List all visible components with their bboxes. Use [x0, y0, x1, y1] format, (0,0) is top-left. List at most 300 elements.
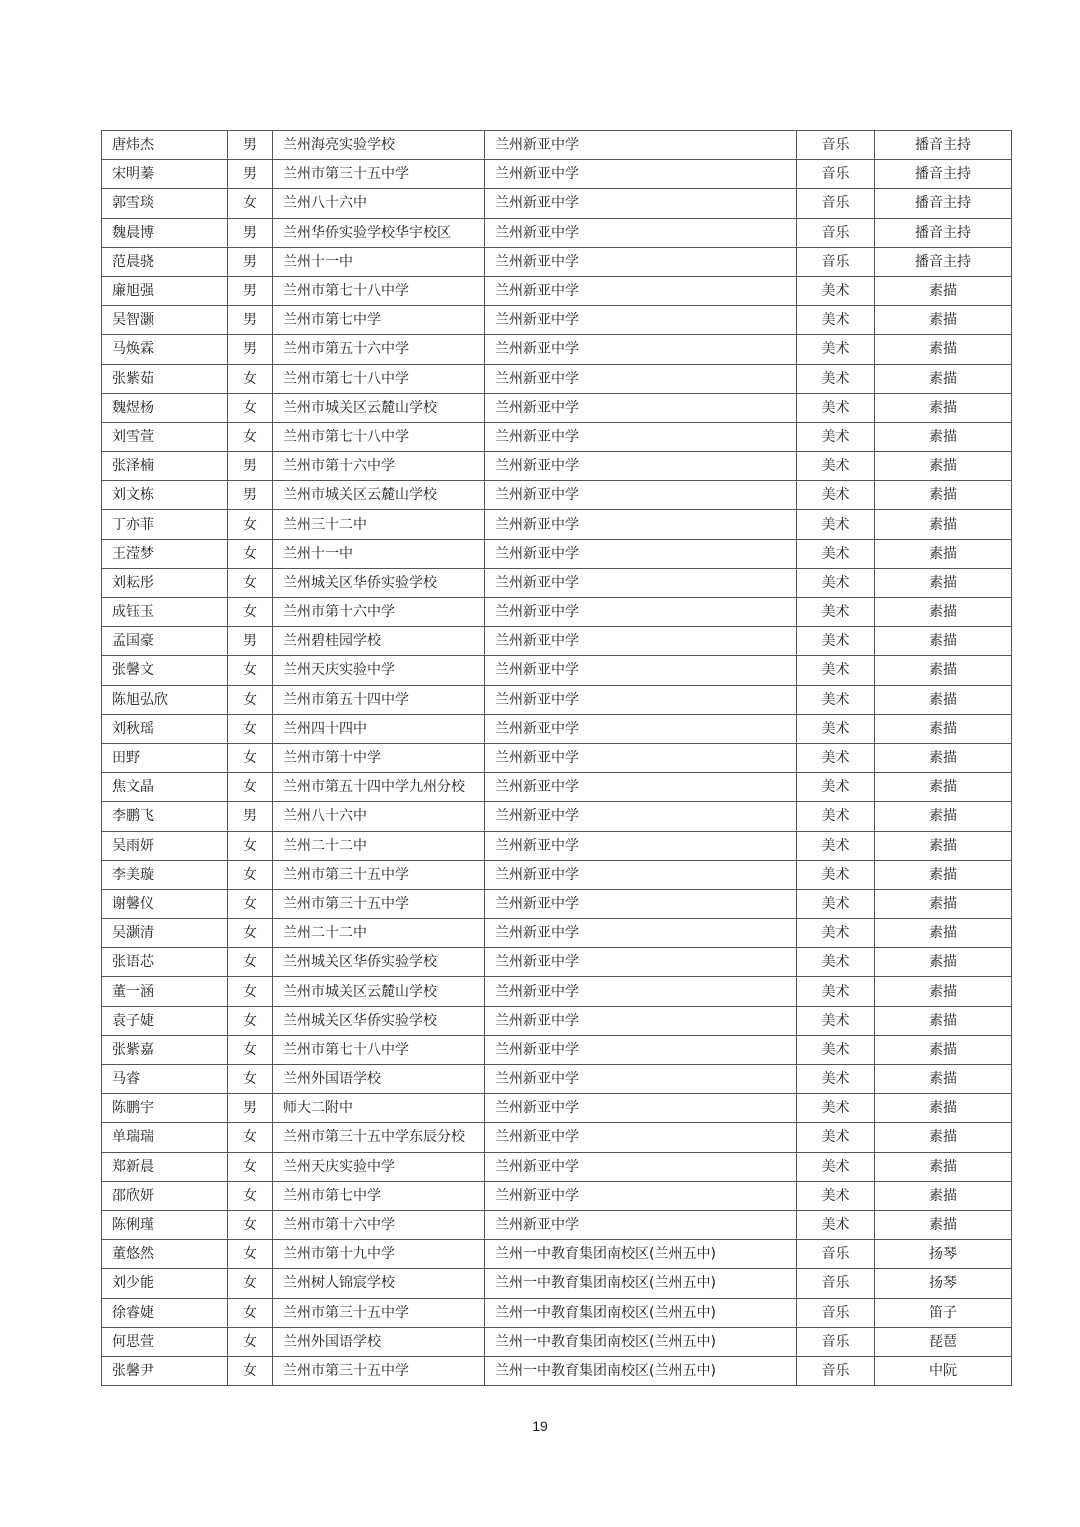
origin-school-cell: 兰州市第七十八中学: [273, 364, 485, 393]
gender-cell: 女: [228, 889, 273, 918]
student-name-cell: 王滢梦: [102, 539, 228, 568]
admitted-school-cell: 兰州新亚中学: [485, 539, 797, 568]
specialty-cell: 素描: [875, 919, 1012, 948]
origin-school-cell: 兰州市第十九中学: [273, 1240, 485, 1269]
admitted-school-cell: 兰州新亚中学: [485, 773, 797, 802]
specialty-cell: 素描: [875, 1152, 1012, 1181]
origin-school-cell: 兰州市第三十五中学: [273, 160, 485, 189]
admitted-school-cell: 兰州新亚中学: [485, 247, 797, 276]
admitted-school-cell: 兰州新亚中学: [485, 1035, 797, 1064]
student-name-cell: 谢馨仪: [102, 889, 228, 918]
student-name-cell: 郭雪琰: [102, 189, 228, 218]
gender-cell: 女: [228, 1035, 273, 1064]
category-cell: 美术: [797, 743, 875, 772]
table-row: [102, 977, 1012, 1006]
student-name-cell: 张紫嘉: [102, 1035, 228, 1064]
specialty-cell: 素描: [875, 1123, 1012, 1152]
origin-school-cell: 兰州市第七十八中学: [273, 276, 485, 305]
admitted-school-cell: 兰州一中教育集团南校区(兰州五中): [485, 1327, 797, 1356]
student-name-cell: 陈旭弘欣: [102, 685, 228, 714]
gender-cell: 女: [228, 1181, 273, 1210]
admitted-school-cell: 兰州新亚中学: [485, 1123, 797, 1152]
admitted-school-cell: 兰州新亚中学: [485, 481, 797, 510]
student-name-cell: 郑新晨: [102, 1152, 228, 1181]
student-name-cell: 张馨文: [102, 656, 228, 685]
category-cell: 美术: [797, 977, 875, 1006]
specialty-cell: 素描: [875, 335, 1012, 364]
student-name-cell: 陈俐瑾: [102, 1210, 228, 1239]
student-name-cell: 陈鹏宇: [102, 1094, 228, 1123]
category-cell: 美术: [797, 860, 875, 889]
student-name-cell: 单瑞瑞: [102, 1123, 228, 1152]
gender-cell: 女: [228, 598, 273, 627]
category-cell: 美术: [797, 627, 875, 656]
student-name-cell: 张泽楠: [102, 452, 228, 481]
specialty-cell: 素描: [875, 539, 1012, 568]
origin-school-cell: 兰州市第三十五中学: [273, 1298, 485, 1327]
category-cell: 美术: [797, 831, 875, 860]
category-cell: 美术: [797, 919, 875, 948]
gender-cell: 女: [228, 1210, 273, 1239]
student-name-cell: 刘耘彤: [102, 568, 228, 597]
admitted-school-cell: 兰州新亚中学: [485, 656, 797, 685]
origin-school-cell: 兰州城关区华侨实验学校: [273, 1006, 485, 1035]
table-row: [102, 685, 1012, 714]
gender-cell: 女: [228, 1327, 273, 1356]
specialty-cell: 播音主持: [875, 218, 1012, 247]
specialty-cell: 素描: [875, 1181, 1012, 1210]
gender-cell: 女: [228, 510, 273, 539]
gender-cell: 女: [228, 568, 273, 597]
origin-school-cell: 兰州三十二中: [273, 510, 485, 539]
origin-school-cell: 兰州天庆实验中学: [273, 1152, 485, 1181]
gender-cell: 女: [228, 831, 273, 860]
table-row: [102, 1181, 1012, 1210]
gender-cell: 男: [228, 802, 273, 831]
student-name-cell: 刘文栋: [102, 481, 228, 510]
specialty-cell: 素描: [875, 598, 1012, 627]
category-cell: 音乐: [797, 1356, 875, 1385]
table-row: [102, 860, 1012, 889]
specialty-cell: 播音主持: [875, 160, 1012, 189]
origin-school-cell: 兰州市第三十五中学: [273, 889, 485, 918]
category-cell: 美术: [797, 568, 875, 597]
origin-school-cell: 兰州市第七中学: [273, 1181, 485, 1210]
admitted-school-cell: 兰州新亚中学: [485, 422, 797, 451]
table-row: [102, 1123, 1012, 1152]
student-name-cell: 马睿: [102, 1065, 228, 1094]
category-cell: 美术: [797, 452, 875, 481]
category-cell: 音乐: [797, 160, 875, 189]
admitted-school-cell: 兰州新亚中学: [485, 1181, 797, 1210]
student-name-cell: 魏晨博: [102, 218, 228, 247]
table-row: [102, 160, 1012, 189]
category-cell: 美术: [797, 1123, 875, 1152]
admitted-school-cell: 兰州一中教育集团南校区(兰州五中): [485, 1298, 797, 1327]
admitted-school-cell: 兰州新亚中学: [485, 831, 797, 860]
specialty-cell: 素描: [875, 1210, 1012, 1239]
gender-cell: 女: [228, 1065, 273, 1094]
student-name-cell: 邵欣妍: [102, 1181, 228, 1210]
specialty-cell: 播音主持: [875, 189, 1012, 218]
table-row: [102, 1298, 1012, 1327]
category-cell: 美术: [797, 714, 875, 743]
category-cell: 美术: [797, 598, 875, 627]
origin-school-cell: 兰州市第五十四中学九州分校: [273, 773, 485, 802]
student-name-cell: 田野: [102, 743, 228, 772]
student-name-cell: 魏煜杨: [102, 393, 228, 422]
category-cell: 美术: [797, 656, 875, 685]
admitted-school-cell: 兰州新亚中学: [485, 802, 797, 831]
category-cell: 美术: [797, 685, 875, 714]
table-row: [102, 919, 1012, 948]
specialty-cell: 素描: [875, 802, 1012, 831]
category-cell: 美术: [797, 335, 875, 364]
table-row: [102, 627, 1012, 656]
origin-school-cell: 兰州市第七十八中学: [273, 1035, 485, 1064]
specialty-cell: 素描: [875, 948, 1012, 977]
gender-cell: 女: [228, 393, 273, 422]
table-row: [102, 831, 1012, 860]
gender-cell: 女: [228, 743, 273, 772]
table-row: [102, 1210, 1012, 1239]
gender-cell: 女: [228, 714, 273, 743]
specialty-cell: 扬琴: [875, 1240, 1012, 1269]
origin-school-cell: 兰州市第十六中学: [273, 452, 485, 481]
gender-cell: 男: [228, 306, 273, 335]
table-row: [102, 1065, 1012, 1094]
table-row: [102, 1327, 1012, 1356]
student-name-cell: 成钰玉: [102, 598, 228, 627]
specialty-cell: 素描: [875, 364, 1012, 393]
student-name-cell: 张馨尹: [102, 1356, 228, 1385]
specialty-cell: 素描: [875, 714, 1012, 743]
gender-cell: 女: [228, 1269, 273, 1298]
origin-school-cell: 兰州市第三十五中学: [273, 1356, 485, 1385]
student-name-cell: 李美璇: [102, 860, 228, 889]
table-row: [102, 1094, 1012, 1123]
gender-cell: 女: [228, 977, 273, 1006]
specialty-cell: 素描: [875, 452, 1012, 481]
gender-cell: 女: [228, 364, 273, 393]
origin-school-cell: 兰州天庆实验中学: [273, 656, 485, 685]
gender-cell: 女: [228, 422, 273, 451]
gender-cell: 女: [228, 1006, 273, 1035]
specialty-cell: 笛子: [875, 1298, 1012, 1327]
gender-cell: 女: [228, 1298, 273, 1327]
origin-school-cell: 兰州二十二中: [273, 831, 485, 860]
gender-cell: 女: [228, 189, 273, 218]
gender-cell: 男: [228, 1094, 273, 1123]
table-row: [102, 189, 1012, 218]
table-row: [102, 598, 1012, 627]
specialty-cell: 素描: [875, 860, 1012, 889]
gender-cell: 女: [228, 948, 273, 977]
admitted-school-cell: 兰州新亚中学: [485, 1065, 797, 1094]
admitted-school-cell: 兰州新亚中学: [485, 948, 797, 977]
origin-school-cell: 兰州市第十六中学: [273, 1210, 485, 1239]
table-row: [102, 481, 1012, 510]
origin-school-cell: 兰州市第七十八中学: [273, 422, 485, 451]
table-body: [102, 131, 1012, 1386]
origin-school-cell: 兰州市第三十五中学: [273, 860, 485, 889]
category-cell: 美术: [797, 1210, 875, 1239]
origin-school-cell: 兰州市第十中学: [273, 743, 485, 772]
table-row: [102, 889, 1012, 918]
category-cell: 美术: [797, 1065, 875, 1094]
origin-school-cell: 兰州碧桂园学校: [273, 627, 485, 656]
origin-school-cell: 师大二附中: [273, 1094, 485, 1123]
category-cell: 美术: [797, 364, 875, 393]
admitted-school-cell: 兰州新亚中学: [485, 393, 797, 422]
category-cell: 音乐: [797, 189, 875, 218]
student-name-cell: 吴智灏: [102, 306, 228, 335]
category-cell: 美术: [797, 889, 875, 918]
table-row: [102, 568, 1012, 597]
student-name-cell: 吴灏清: [102, 919, 228, 948]
origin-school-cell: 兰州市城关区云麓山学校: [273, 481, 485, 510]
origin-school-cell: 兰州市第七中学: [273, 306, 485, 335]
specialty-cell: 素描: [875, 568, 1012, 597]
category-cell: 美术: [797, 1094, 875, 1123]
table-row: [102, 218, 1012, 247]
student-name-cell: 孟国豪: [102, 627, 228, 656]
table-row: [102, 1356, 1012, 1385]
origin-school-cell: 兰州树人锦宸学校: [273, 1269, 485, 1298]
specialty-cell: 素描: [875, 1035, 1012, 1064]
table-row: [102, 306, 1012, 335]
specialty-cell: 素描: [875, 1006, 1012, 1035]
gender-cell: 女: [228, 685, 273, 714]
gender-cell: 女: [228, 860, 273, 889]
category-cell: 美术: [797, 276, 875, 305]
category-cell: 美术: [797, 510, 875, 539]
student-name-cell: 徐睿婕: [102, 1298, 228, 1327]
admitted-school-cell: 兰州新亚中学: [485, 1006, 797, 1035]
specialty-cell: 素描: [875, 1065, 1012, 1094]
category-cell: 音乐: [797, 1269, 875, 1298]
category-cell: 美术: [797, 1035, 875, 1064]
specialty-cell: 素描: [875, 743, 1012, 772]
table-row: [102, 1152, 1012, 1181]
origin-school-cell: 兰州市城关区云麓山学校: [273, 393, 485, 422]
gender-cell: 男: [228, 481, 273, 510]
gender-cell: 女: [228, 1240, 273, 1269]
origin-school-cell: 兰州外国语学校: [273, 1327, 485, 1356]
origin-school-cell: 兰州华侨实验学校华宇校区: [273, 218, 485, 247]
table-row: [102, 743, 1012, 772]
admitted-school-cell: 兰州新亚中学: [485, 131, 797, 160]
category-cell: 美术: [797, 1181, 875, 1210]
table-row: [102, 1269, 1012, 1298]
table-row: [102, 452, 1012, 481]
category-cell: 音乐: [797, 218, 875, 247]
admitted-school-cell: 兰州新亚中学: [485, 335, 797, 364]
admitted-school-cell: 兰州新亚中学: [485, 189, 797, 218]
gender-cell: 女: [228, 773, 273, 802]
origin-school-cell: 兰州二十二中: [273, 919, 485, 948]
category-cell: 音乐: [797, 1298, 875, 1327]
category-cell: 美术: [797, 948, 875, 977]
table-row: [102, 276, 1012, 305]
student-name-cell: 何思萱: [102, 1327, 228, 1356]
category-cell: 美术: [797, 773, 875, 802]
origin-school-cell: 兰州海亮实验学校: [273, 131, 485, 160]
table-row: [102, 364, 1012, 393]
table-row: [102, 393, 1012, 422]
category-cell: 美术: [797, 539, 875, 568]
student-name-cell: 廉旭强: [102, 276, 228, 305]
specialty-cell: 素描: [875, 656, 1012, 685]
admitted-school-cell: 兰州新亚中学: [485, 919, 797, 948]
admitted-school-cell: 兰州一中教育集团南校区(兰州五中): [485, 1240, 797, 1269]
origin-school-cell: 兰州城关区华侨实验学校: [273, 948, 485, 977]
admitted-school-cell: 兰州一中教育集团南校区(兰州五中): [485, 1269, 797, 1298]
origin-school-cell: 兰州市第五十六中学: [273, 335, 485, 364]
category-cell: 美术: [797, 1152, 875, 1181]
specialty-cell: 素描: [875, 481, 1012, 510]
origin-school-cell: 兰州城关区华侨实验学校: [273, 568, 485, 597]
admitted-school-cell: 兰州新亚中学: [485, 160, 797, 189]
category-cell: 美术: [797, 481, 875, 510]
table-row: [102, 539, 1012, 568]
origin-school-cell: 兰州八十六中: [273, 189, 485, 218]
student-name-cell: 董一涵: [102, 977, 228, 1006]
admitted-school-cell: 兰州新亚中学: [485, 889, 797, 918]
table-row: [102, 773, 1012, 802]
specialty-cell: 播音主持: [875, 247, 1012, 276]
specialty-cell: 扬琴: [875, 1269, 1012, 1298]
gender-cell: 男: [228, 627, 273, 656]
origin-school-cell: 兰州十一中: [273, 539, 485, 568]
gender-cell: 女: [228, 919, 273, 948]
table-row: [102, 948, 1012, 977]
specialty-cell: 素描: [875, 393, 1012, 422]
category-cell: 美术: [797, 393, 875, 422]
gender-cell: 男: [228, 276, 273, 305]
admitted-school-cell: 兰州新亚中学: [485, 510, 797, 539]
student-name-cell: 宋明蓁: [102, 160, 228, 189]
table-row: [102, 335, 1012, 364]
category-cell: 音乐: [797, 1240, 875, 1269]
gender-cell: 男: [228, 218, 273, 247]
admitted-school-cell: 兰州新亚中学: [485, 1094, 797, 1123]
table-row: [102, 422, 1012, 451]
page-number: 19: [532, 1418, 548, 1434]
specialty-cell: 素描: [875, 276, 1012, 305]
admitted-school-cell: 兰州新亚中学: [485, 1210, 797, 1239]
admitted-school-cell: 兰州新亚中学: [485, 364, 797, 393]
specialty-cell: 素描: [875, 1094, 1012, 1123]
student-name-cell: 刘雪萱: [102, 422, 228, 451]
admission-table: [101, 130, 1012, 1386]
table-row: [102, 802, 1012, 831]
specialty-cell: 素描: [875, 422, 1012, 451]
gender-cell: 女: [228, 539, 273, 568]
student-name-cell: 袁子婕: [102, 1006, 228, 1035]
specialty-cell: 素描: [875, 685, 1012, 714]
category-cell: 美术: [797, 802, 875, 831]
student-name-cell: 张语芯: [102, 948, 228, 977]
origin-school-cell: 兰州外国语学校: [273, 1065, 485, 1094]
admitted-school-cell: 兰州新亚中学: [485, 306, 797, 335]
student-name-cell: 董悠然: [102, 1240, 228, 1269]
admitted-school-cell: 兰州新亚中学: [485, 714, 797, 743]
admitted-school-cell: 兰州新亚中学: [485, 627, 797, 656]
origin-school-cell: 兰州十一中: [273, 247, 485, 276]
admitted-school-cell: 兰州新亚中学: [485, 598, 797, 627]
admitted-school-cell: 兰州新亚中学: [485, 568, 797, 597]
specialty-cell: 素描: [875, 773, 1012, 802]
admitted-school-cell: 兰州一中教育集团南校区(兰州五中): [485, 1356, 797, 1385]
student-name-cell: 吴雨妍: [102, 831, 228, 860]
table-row: [102, 656, 1012, 685]
category-cell: 音乐: [797, 1327, 875, 1356]
gender-cell: 男: [228, 160, 273, 189]
student-name-cell: 李鹏飞: [102, 802, 228, 831]
origin-school-cell: 兰州市城关区云麓山学校: [273, 977, 485, 1006]
gender-cell: 男: [228, 131, 273, 160]
gender-cell: 女: [228, 656, 273, 685]
table-row: [102, 1035, 1012, 1064]
origin-school-cell: 兰州市第十六中学: [273, 598, 485, 627]
gender-cell: 男: [228, 452, 273, 481]
gender-cell: 男: [228, 335, 273, 364]
origin-school-cell: 兰州市第三十五中学东辰分校: [273, 1123, 485, 1152]
admitted-school-cell: 兰州新亚中学: [485, 276, 797, 305]
category-cell: 美术: [797, 422, 875, 451]
specialty-cell: 素描: [875, 889, 1012, 918]
specialty-cell: 素描: [875, 306, 1012, 335]
specialty-cell: 素描: [875, 510, 1012, 539]
student-name-cell: 马焕霖: [102, 335, 228, 364]
admitted-school-cell: 兰州新亚中学: [485, 977, 797, 1006]
specialty-cell: 素描: [875, 627, 1012, 656]
specialty-cell: 素描: [875, 977, 1012, 1006]
table-row: [102, 510, 1012, 539]
category-cell: 美术: [797, 1006, 875, 1035]
category-cell: 音乐: [797, 131, 875, 160]
student-name-cell: 焦文晶: [102, 773, 228, 802]
category-cell: 美术: [797, 306, 875, 335]
gender-cell: 女: [228, 1152, 273, 1181]
category-cell: 音乐: [797, 247, 875, 276]
admitted-school-cell: 兰州新亚中学: [485, 685, 797, 714]
specialty-cell: 中阮: [875, 1356, 1012, 1385]
origin-school-cell: 兰州市第五十四中学: [273, 685, 485, 714]
table-row: [102, 247, 1012, 276]
student-name-cell: 唐炜杰: [102, 131, 228, 160]
origin-school-cell: 兰州四十四中: [273, 714, 485, 743]
table-row: [102, 1006, 1012, 1035]
table-row: [102, 714, 1012, 743]
student-name-cell: 刘少能: [102, 1269, 228, 1298]
admitted-school-cell: 兰州新亚中学: [485, 743, 797, 772]
specialty-cell: 播音主持: [875, 131, 1012, 160]
student-name-cell: 刘秋瑶: [102, 714, 228, 743]
gender-cell: 女: [228, 1123, 273, 1152]
admitted-school-cell: 兰州新亚中学: [485, 218, 797, 247]
student-name-cell: 丁亦菲: [102, 510, 228, 539]
gender-cell: 女: [228, 1356, 273, 1385]
specialty-cell: 素描: [875, 831, 1012, 860]
admitted-school-cell: 兰州新亚中学: [485, 452, 797, 481]
specialty-cell: 琵琶: [875, 1327, 1012, 1356]
origin-school-cell: 兰州八十六中: [273, 802, 485, 831]
admitted-school-cell: 兰州新亚中学: [485, 860, 797, 889]
admitted-school-cell: 兰州新亚中学: [485, 1152, 797, 1181]
table-row: [102, 1240, 1012, 1269]
